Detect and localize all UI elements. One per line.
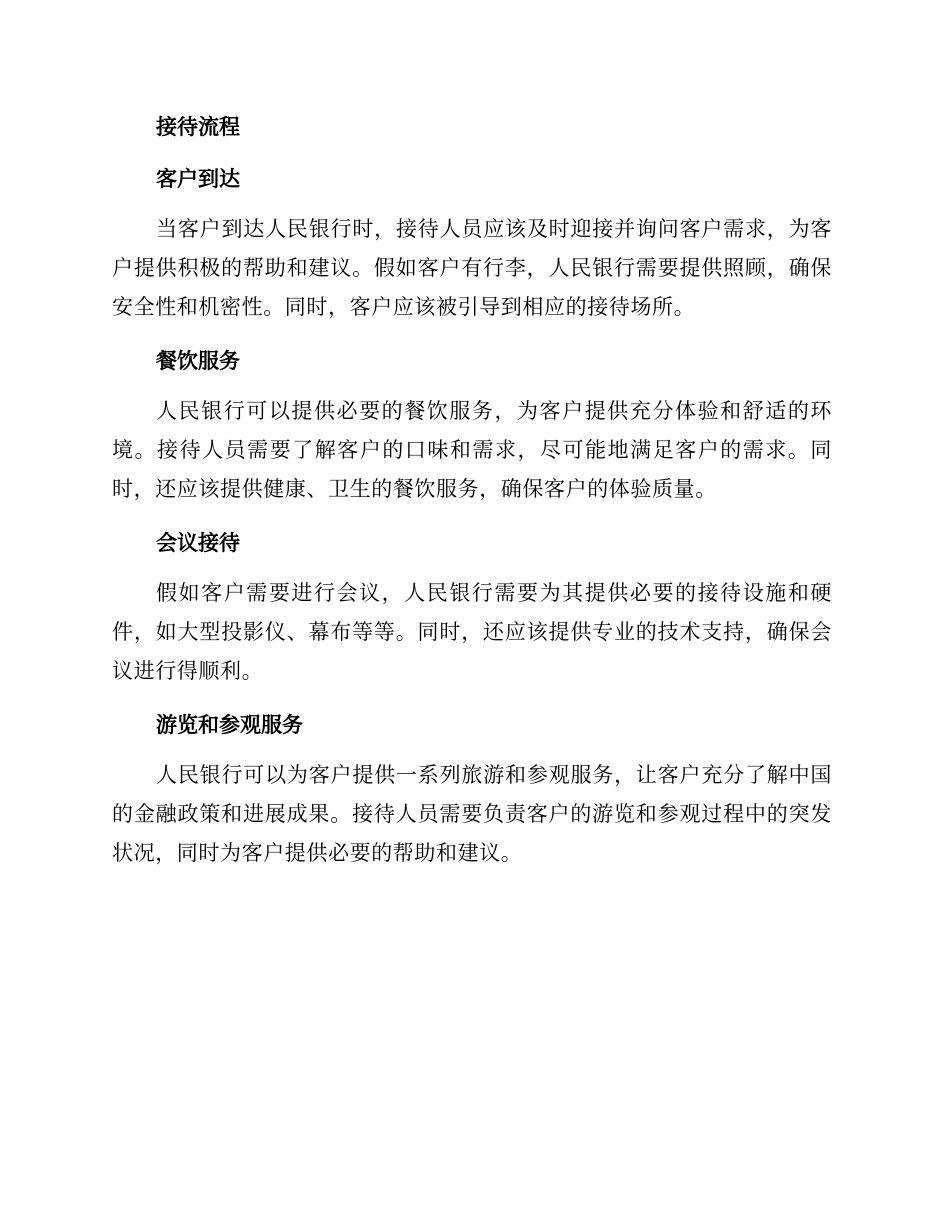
section-heading-tour: 游览和参观服务 [156,713,303,737]
section-body-catering: 人民银行可以提供必要的餐饮服务，为客户提供充分体验和舒适的环境。接待人员需要了解客户的口味和需求，尽可能地满足客户的需求。同时，还应该提供健康、卫生的餐饮服务，确保客户的体验质量。 [112,399,832,501]
section-heading-meeting: 会议接待 [156,531,240,555]
section-body-meeting: 假如客户需要进行会议，人民银行需要为其提供必要的接待设施和硬件，如大型投影仪、幕布等等。同时，还应该提供专业的技术支持，确保会议进行得顺利。 [112,581,832,683]
document-page [112,106,832,886]
section-heading-arrival: 客户到达 [156,167,240,191]
section-body-arrival: 当客户到达人民银行时，接待人员应该及时迎接并询问客户需求，为客户提供积极的帮助和建议。假如客户有行李，人民银行需要提供照顾，确保安全性和机密性。同时，客户应该被引导到相应的接待场所。 [112,217,832,319]
section-body-tour: 人民银行可以为客户提供一系列旅游和参观服务，让客户充分了解中国的金融政策和进展成果。接待人员需要负责客户的游览和参观过程中的突发状况，同时为客户提供必要的帮助和建议。 [112,763,832,865]
document-title: 接待流程 [156,115,240,139]
section-heading-catering: 餐饮服务 [156,349,240,373]
